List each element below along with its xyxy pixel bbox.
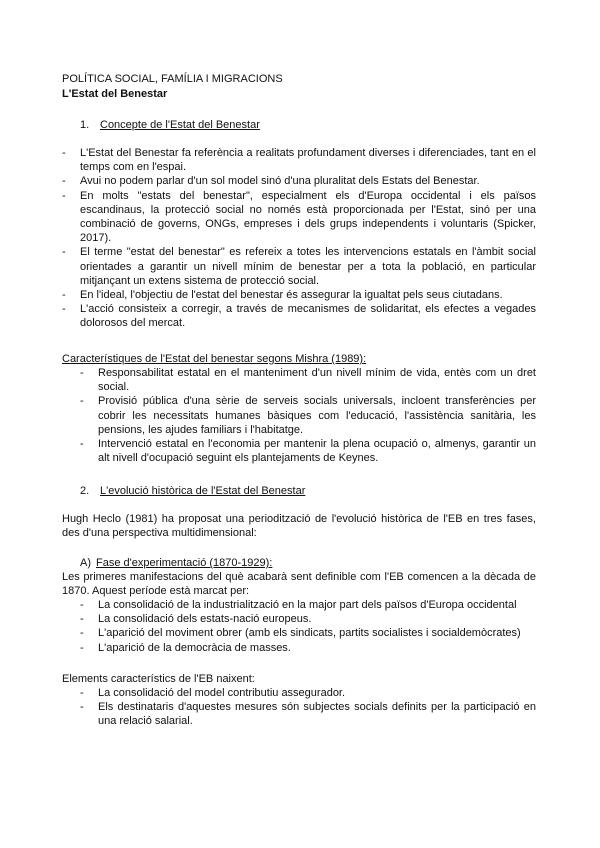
elements-heading: Elements característics de l'EB naixent: [62,673,255,685]
phase-a-letter: A) [80,557,91,569]
section-1-list [62,146,536,331]
document-title: POLÍTICA SOCIAL, FAMÍLIA I MIGRACIONS [62,73,283,85]
list-item: - En l'ideal, l'objectiu de l'estat del benestar és assegurar la igualtat pels seus ciutadans. [62,288,536,302]
section-2-title: L'evolució històrica de l'Estat del Benestar [100,485,306,497]
list-item: - L'aparició de la democràcia de masses. [62,641,536,655]
phase-a-list [62,598,536,655]
document-subtitle: L'Estat del Benestar [62,88,168,100]
section-1-heading [80,118,260,132]
section-1-title: Concepte de l'Estat del Benestar [100,119,260,131]
section-2-intro: Hugh Heclo (1981) ha proposat una periodització de l'evolució històrica de l'EB en tres fases, des d'una perspectiva multidimensional: [62,513,536,540]
phase-a-heading [80,556,272,570]
section-1-number: 1. [80,119,90,131]
list-item: - L'Estat del Benestar fa referència a realitats profundament diverses i diferenciades, tant en el temps com en l'espai. [62,146,536,174]
list-item: - L'aparició del moviment obrer (amb els sindicats, partits socialistes i socialdemòcrates) [62,626,536,640]
list-item: - L'acció consisteix a corregir, a través de mecanismes de solidaritat, els efectes a vegades dolorosos del mercat. [62,302,536,330]
list-item: - Avui no podem parlar d'un sol model sinó d'una pluralitat dels Estats del Benestar. [62,174,536,188]
list-item: - Els destinataris d'aquestes mesures són subjectes socials definits per la participació en una relació salarial. [62,700,536,728]
phase-a-title: Fase d'experimentació (1870-1929): [96,557,273,569]
section-2-heading [80,484,305,498]
mishra-list [62,366,536,465]
list-item: - Intervenció estatal en l'economia per mantenir la plena ocupació o, almenys, garantir un alt nivell d'ocupació seguint els plantejaments de Keynes. [62,437,536,465]
mishra-heading: Característiques de l'Estat del benestar segons Mishra (1989): [62,353,367,365]
list-item: - La consolidació dels estats-nació europeus. [62,612,536,626]
list-item: - La consolidació de la industrialització en la major part dels països d'Europa occidental [62,598,536,612]
list-item: - En molts "estats del benestar", especialment els d'Europa occidental i els països escandinaus, la protecció social no només està proporcionada per l'Estat, sinó per una combinació de governs, ONGs, empreses i dels grups independents i voluntaris (Spicker, 2017). [62,189,536,246]
list-item: - Provisió pública d'una sèrie de serveis socials universals, incloent transferències per cobrir les necessitats humanes bàsiques com l'educació, l'assistència sanitària, les pensions, les ajudes familiars i l'habitatge. [62,394,536,437]
phase-a-intro: Les primeres manifestacions del què acabarà sent definible com l'EB comencen a la dècada de 1870. Aquest període està marcat per: [62,571,536,598]
list-item: - La consolidació del model contributiu assegurador. [62,686,536,700]
elements-list [62,686,536,729]
list-item: - El terme "estat del benestar" es refereix a totes les intervencions estatals en l'àmbit social orientades a garantir un nivell mínim de benestar per a tota la població, en particular mitjançant un extens sistema de protecció social. [62,245,536,288]
list-item: - Responsabilitat estatal en el manteniment d'un nivell mínim de vida, entès com un dret social. [62,366,536,394]
section-2-number: 2. [80,485,90,497]
